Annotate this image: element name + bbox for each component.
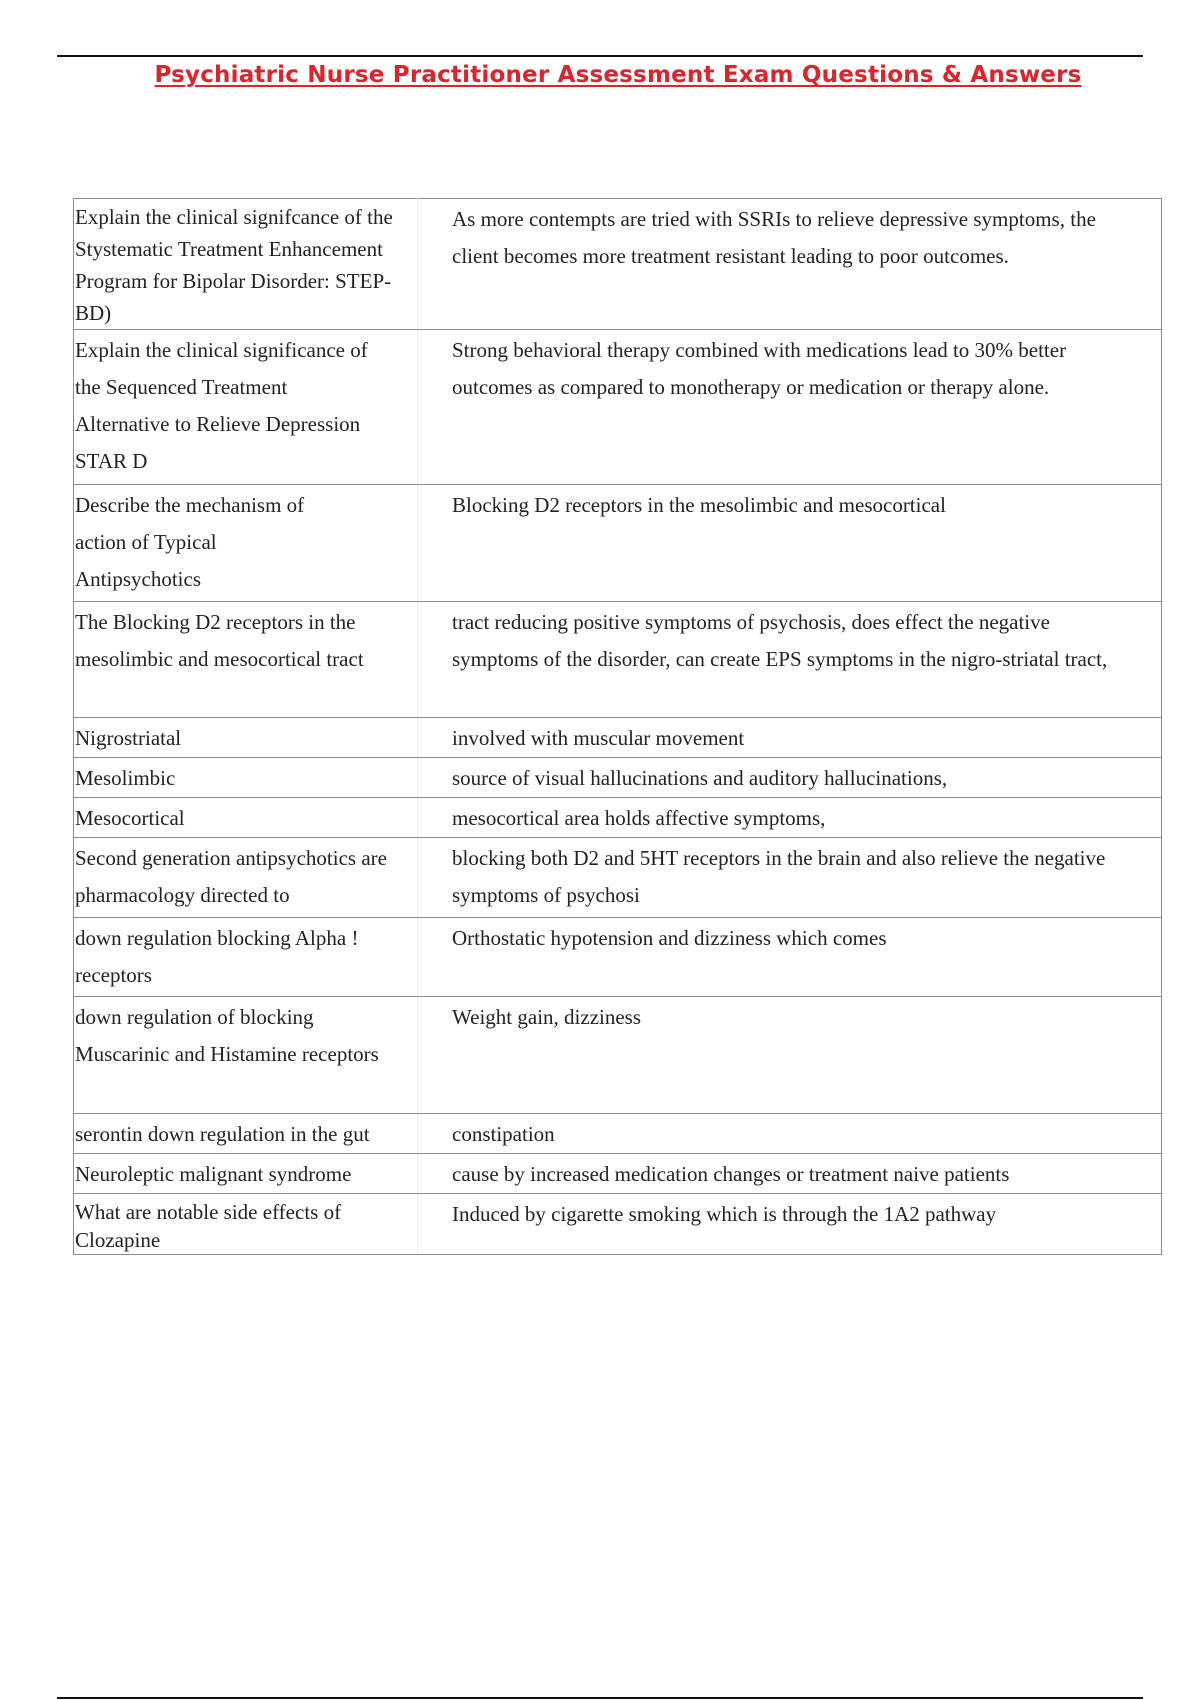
table-row xyxy=(74,997,1162,1114)
table-row xyxy=(74,838,1162,918)
question-text: Explain the clinical significance of the Sequenced Treatment Alternative to Relieve Depression STAR D xyxy=(75,338,368,473)
question-text: The Blocking D2 receptors in the mesolimbic and mesocortical tract xyxy=(75,610,364,671)
answer-text: Weight gain, dizziness xyxy=(452,1005,642,1029)
question-text: down regulation of blocking Muscarinic and Histamine receptors xyxy=(75,1005,379,1066)
question-cell xyxy=(74,997,418,1114)
answer-cell xyxy=(418,1154,1162,1194)
answer-cell xyxy=(418,718,1162,758)
question-cell xyxy=(74,798,418,838)
question-text: What are notable side effects of Clozapine xyxy=(75,1200,342,1252)
answer-text: constipation xyxy=(452,1122,555,1146)
question-text: Explain the clinical signifcance of the Stystematic Treatment Enhancement Program for Bipolar Disorder: STEP-BD) xyxy=(75,205,393,325)
question-text: Second generation antipsychotics are pharmacology directed to xyxy=(75,846,387,907)
question-cell xyxy=(74,718,418,758)
answer-text: Induced by cigarette smoking which is through the 1A2 pathway xyxy=(452,1202,997,1226)
page-title: Psychiatric Nurse Practitioner Assessment Exam Questions & Answers xyxy=(154,62,1082,88)
answer-text: Blocking D2 receptors in the mesolimbic and mesocortical xyxy=(452,493,946,517)
question-cell xyxy=(74,838,418,918)
question-text: Describe the mechanism of action of Typical Antipsychotics xyxy=(75,493,305,591)
answer-cell xyxy=(418,485,1162,602)
answer-cell xyxy=(418,199,1162,330)
table-row xyxy=(74,1154,1162,1194)
answer-cell xyxy=(418,1194,1162,1255)
answer-text: blocking both D2 and 5HT receptors in the brain and also relieve the negative symptoms of psychosi xyxy=(452,846,1106,907)
table-row xyxy=(74,918,1162,997)
question-text: Neuroleptic malignant syndrome xyxy=(75,1162,352,1186)
question-cell xyxy=(74,758,418,798)
answer-text: cause by increased medication changes or treatment naive patients xyxy=(452,1162,1010,1186)
question-cell xyxy=(74,602,418,718)
table-row xyxy=(74,1194,1162,1255)
question-cell xyxy=(74,1154,418,1194)
answer-cell xyxy=(418,997,1162,1114)
question-text: Mesolimbic xyxy=(75,766,176,790)
answer-cell xyxy=(418,330,1162,485)
answer-text: tract reducing positive symptoms of psychosis, does effect the negative symptoms of the disorder, can create EPS symptoms in the nigro-striatal tract, xyxy=(452,610,1108,671)
table-row xyxy=(74,330,1162,485)
question-cell xyxy=(74,330,418,485)
table-row xyxy=(74,602,1162,718)
question-cell xyxy=(74,918,418,997)
answer-text: source of visual hallucinations and auditory hallucinations, xyxy=(452,766,948,790)
question-cell xyxy=(74,199,418,330)
answer-cell xyxy=(418,798,1162,838)
table-row xyxy=(74,199,1162,330)
question-cell xyxy=(74,1194,418,1255)
top-rule xyxy=(57,55,1143,57)
answer-text: As more contempts are tried with SSRIs to relieve depressive symptoms, the client becomes more treatment resistant leading to poor outcomes. xyxy=(452,207,1096,268)
answer-text: mesocortical area holds affective symptoms, xyxy=(452,806,826,830)
answer-cell xyxy=(418,838,1162,918)
question-text: down regulation blocking Alpha ! receptors xyxy=(75,926,359,987)
question-cell xyxy=(74,1114,418,1154)
bottom-rule xyxy=(57,1697,1143,1699)
question-text: Nigrostriatal xyxy=(75,726,182,750)
answer-cell xyxy=(418,758,1162,798)
question-text: Mesocortical xyxy=(75,806,185,830)
question-cell xyxy=(74,485,418,602)
table-row xyxy=(74,718,1162,758)
table-row xyxy=(74,1114,1162,1154)
table-row xyxy=(74,485,1162,602)
table-row xyxy=(74,758,1162,798)
question-text: serontin down regulation in the gut xyxy=(75,1122,370,1146)
answer-text: Strong behavioral therapy combined with medications lead to 30% better outcomes as compared to monotherapy or medication or therapy alone. xyxy=(452,338,1067,399)
answer-text: Orthostatic hypotension and dizziness which comes xyxy=(452,926,887,950)
answer-cell xyxy=(418,918,1162,997)
table-row xyxy=(74,798,1162,838)
answer-cell xyxy=(418,1114,1162,1154)
qa-table xyxy=(73,198,1162,1255)
answer-cell xyxy=(418,602,1162,718)
answer-text: involved with muscular movement xyxy=(452,726,745,750)
